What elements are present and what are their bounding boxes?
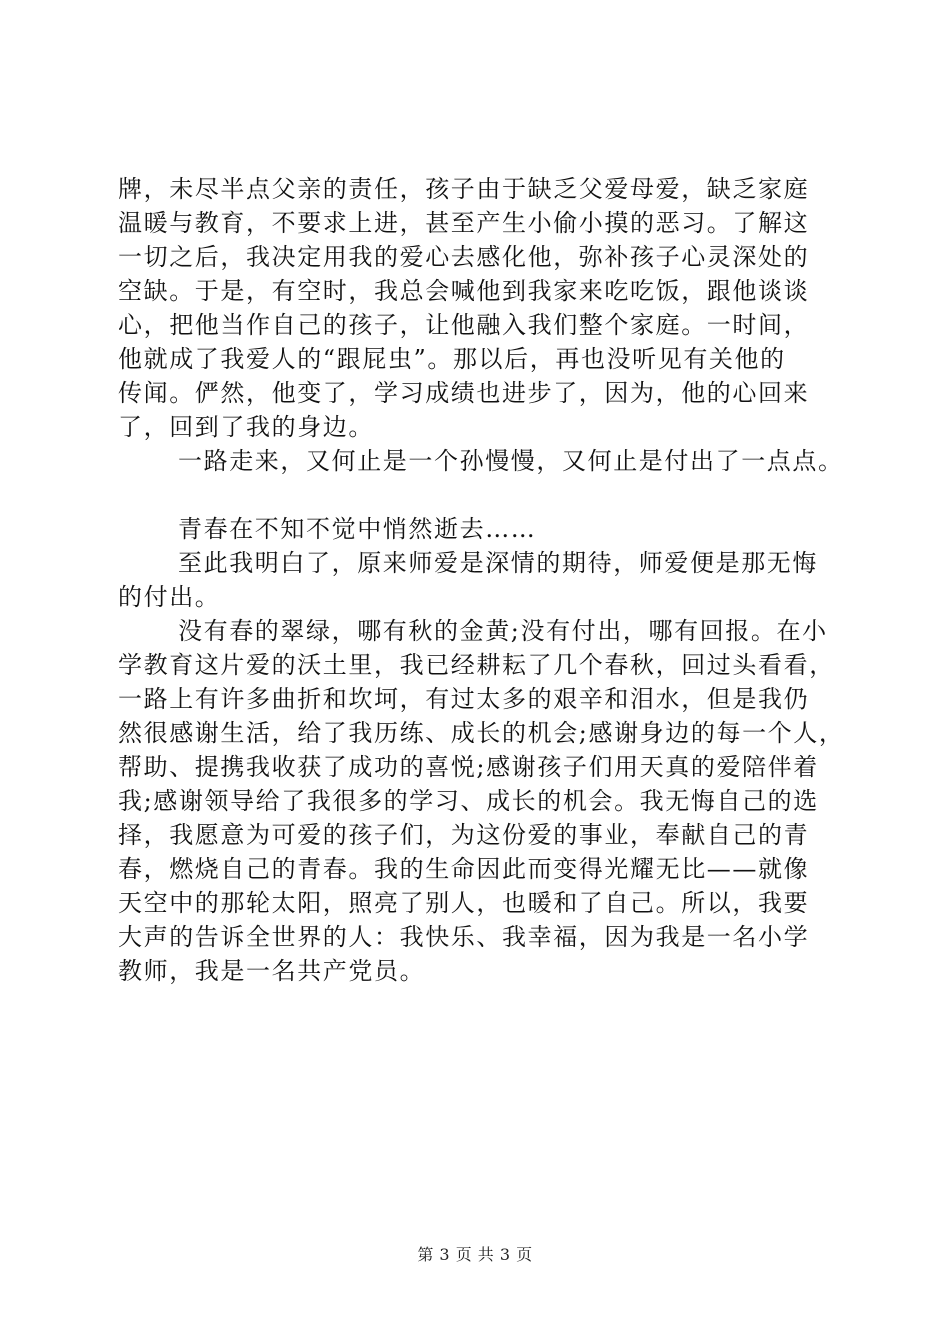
page-footer: 第 3 页 共 3 页 bbox=[417, 1245, 533, 1264]
text-line: 的付出。 bbox=[118, 583, 221, 611]
text-line: 择，我愿意为可爱的孩子们，为这份爱的事业，奉献自己的青 bbox=[118, 821, 810, 849]
text-line: 青春在不知不觉中悄然逝去…… bbox=[178, 515, 537, 543]
text-line: 空缺。于是，有空时，我总会喊他到我家来吃吃饭，跟他谈谈 bbox=[118, 277, 810, 305]
text-line: 心，把他当作自己的孩子，让他融入我们整个家庭。一时间， bbox=[118, 311, 810, 339]
text-line: 一切之后，我决定用我的爱心去感化他，弥补孩子心灵深处的 bbox=[118, 243, 810, 271]
text-line: 传闻。俨然，他变了，学习成绩也进步了，因为，他的心回来 bbox=[118, 379, 810, 407]
text-line: 学教育这片爱的沃土里，我已经耕耘了几个春秋，回过头看看， bbox=[118, 651, 835, 679]
text-line: 天空中的那轮太阳，照亮了别人，也暖和了自己。所以，我要 bbox=[118, 889, 810, 917]
text-line: 春，燃烧自己的青春。我的生命因此而变得光耀无比——就像 bbox=[118, 855, 810, 883]
text-line: 一路走来，又何止是一个孙慢慢，又何止是付出了一点点。 bbox=[178, 447, 844, 475]
text-line: 大声的告诉全世界的人：我快乐、我幸福，因为我是一名小学 bbox=[118, 923, 810, 951]
text-line: 帮助、提携我收获了成功的喜悦;感谢孩子们用天真的爱陪伴着 bbox=[118, 753, 819, 781]
text-line: 一路上有许多曲折和坎坷，有过太多的艰辛和泪水，但是我仍 bbox=[118, 685, 810, 713]
text-line: 温暖与教育，不要求上进，甚至产生小偷小摸的恶习。了解这 bbox=[118, 209, 810, 237]
text-line: 我;感谢领导给了我很多的学习、成长的机会。我无悔自己的选 bbox=[118, 787, 819, 815]
text-line: 教师，我是一名共产党员。 bbox=[118, 957, 426, 985]
text-line: 没有春的翠绿，哪有秋的金黄;没有付出，哪有回报。在小 bbox=[178, 617, 828, 645]
text-line: 然很感谢生活，给了我历练、成长的机会;感谢身边的每一个人， bbox=[118, 719, 845, 747]
text-line: 至此我明白了，原来师爱是深情的期待，师爱便是那无悔 bbox=[178, 549, 818, 577]
text-line: 他就成了我爱人的“跟屁虫”。那以后，再也没听见有关他的 bbox=[118, 345, 786, 373]
text-line: 了，回到了我的身边。 bbox=[118, 413, 374, 441]
text-line: 牌，未尽半点父亲的责任，孩子由于缺乏父爱母爱，缺乏家庭 bbox=[118, 175, 810, 203]
